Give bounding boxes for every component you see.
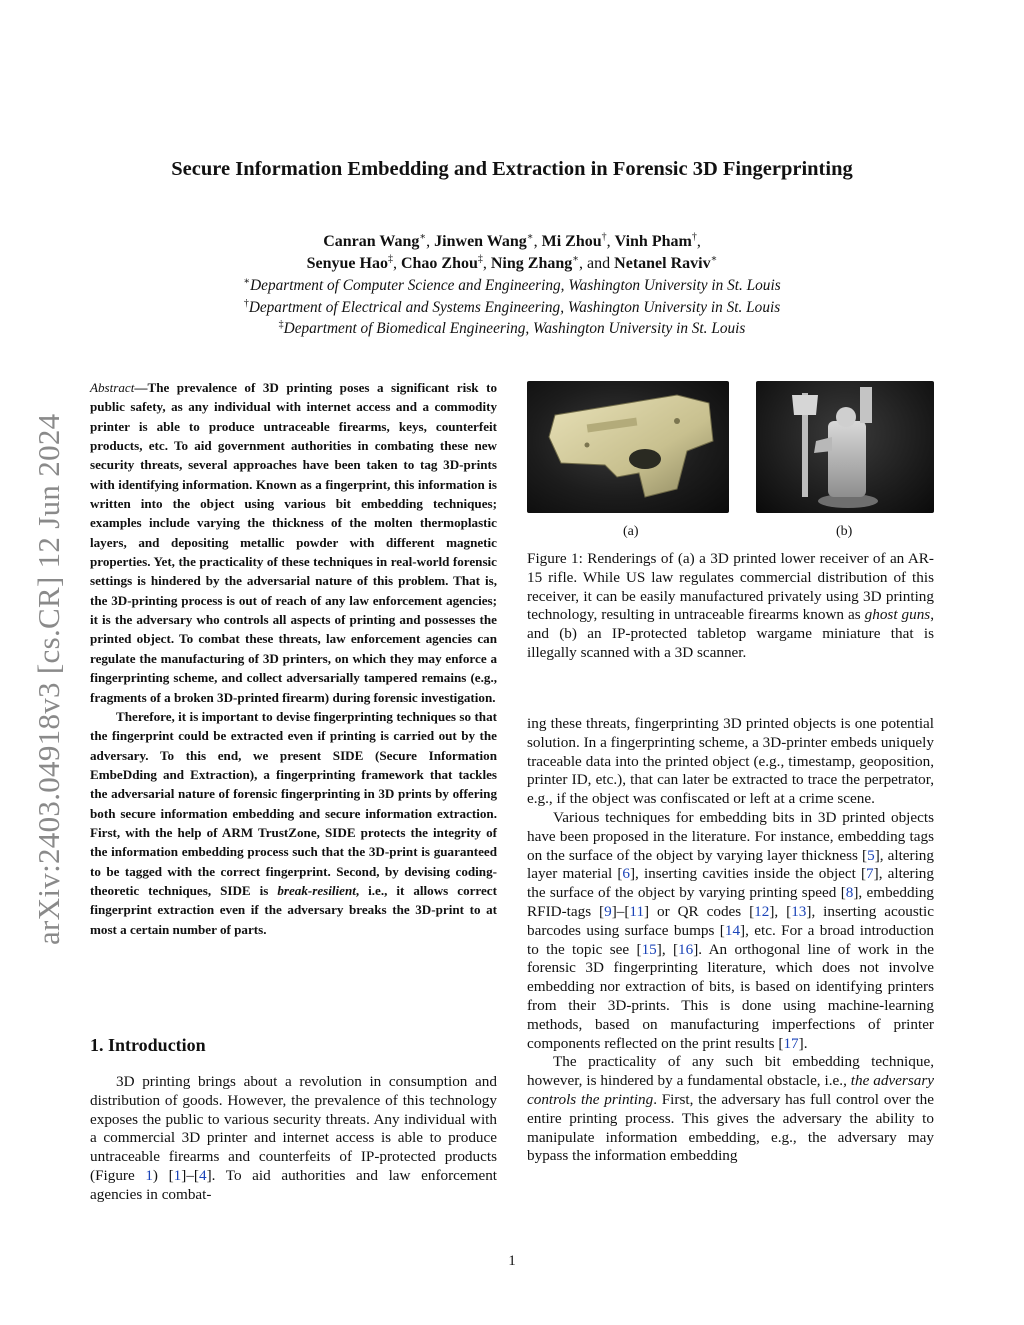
author-affiliation-mark: ∗ (572, 253, 580, 265)
right-emphasis: the adversary controls the printing (527, 1072, 934, 1108)
author-line-1: Canran Wang∗, Jinwen Wang∗, Mi Zhou†, Vinh Pham†, (323, 231, 701, 250)
author-list (0, 231, 1024, 274)
abstract-emphasis: break-resilient (277, 882, 356, 898)
citation-link[interactable]: 14 (724, 921, 741, 939)
citation-link[interactable]: 15 (641, 940, 657, 958)
right-paragraph-3 (527, 1053, 934, 1166)
arxiv-stamp: arXiv:2403.04918v3 [cs.CR] 12 Jun 2024 (31, 413, 66, 945)
author-affiliation-mark: † (691, 231, 697, 243)
citation-link[interactable]: 1 (173, 1166, 182, 1184)
right-paragraph-2: Various techniques for embedding bits in 3D printed objects have been proposed in the literature. For instance, embedding tags on the surface of the object by varying layer thickness [5], altering layer material [6], inserting cavities inside the object [7], altering the surface of the object by varying printing speed [8], embedding RFID-tags [9]–[11] or QR codes [12], [13], inserting acoustic barcodes using surface bumps [14], etc. For a broad introduction to the topic see [15], [16]. An orthogonal line of work in the forensic 3D fingerprinting literature, which does not involve embedding nor extraction of bits, is based on identifying printers from their 3D-prints. This is done using machine-learning methods, based on manufacturing imperfections of printer components reflected on the print results [17]. (527, 808, 935, 1052)
page-number: 1 (508, 1253, 516, 1269)
right-column (527, 378, 934, 686)
citation-link[interactable]: 16 (678, 940, 694, 958)
citation-link[interactable]: 8 (845, 884, 854, 902)
miniature-rendering (756, 381, 934, 513)
section-heading-introduction: 1. Introduction (90, 1035, 206, 1055)
receiver-rendering (527, 381, 729, 513)
abstract (90, 378, 497, 939)
author-line-2: Senyue Hao‡, Chao Zhou‡, Ning Zhang∗, and Netanel Raviv∗ (306, 253, 718, 272)
author-name: Chao Zhou (400, 254, 478, 272)
author-name: Jinwen Wang (434, 233, 527, 250)
citation-link[interactable]: 12 (754, 902, 770, 920)
author-affiliation-mark: ∗ (710, 253, 718, 265)
abstract-text-2a: Therefore, it is important to devise fingerprinting techniques so that the fingerprint could be extracted even if printing is carried out by the adversary. To this end, we present SIDE (Secure Information EmbeDding and Extraction), a fingerprinting framework that tackles the adversarial nature of forensic fingerprinting in 3D prints by offering both secure information embedding and secure information extraction. First, with the help of ARM TrustZone, SIDE protects the integrity of the information embedding process such that the 3D-print is guaranteed to be tagged with the correct fingerprint. Second, by devising coding-theoretic techniques, SIDE is (90, 708, 497, 898)
author-affiliation-mark: † (601, 231, 607, 243)
intro-text (90, 1073, 497, 1205)
intro-paragraph-1: 3D printing brings about a revolution in consumption and distribution of goods. However, the prevalence of this technology exposes the public to various security threats. Any individual with a commercial 3D printer and internet access is able to produce untraceable firearms and counterfeits of IP-protected products (Figure 1) [1]–[4]. To aid authorities and law enforcement agencies in combat- (90, 1073, 498, 1203)
figure-1a-label: (a) (623, 524, 639, 539)
figure-1a-image (527, 381, 729, 513)
author-affiliation-mark: ∗ (526, 231, 534, 243)
affiliation-line: ∗Department of Computer Science and Engineering, Washington University in St. Louis (243, 275, 781, 294)
abstract-text-2b: , i.e., it allows correct fingerprint extraction even if the adversary breaks the 3D-print to at most a certain number of parts. (90, 882, 497, 937)
affiliation-line: ‡Department of Biomedical Engineering, Washington University in St. Louis (278, 318, 746, 337)
abstract-lead: Abstract (90, 380, 135, 395)
citation-link[interactable]: 9 (604, 902, 612, 920)
author-name: Mi Zhou (541, 233, 602, 250)
citation-link[interactable]: 5 (867, 846, 875, 864)
figure-1b-label: (b) (836, 524, 853, 539)
author-name: Vinh Pham (614, 233, 692, 250)
author-name: Senyue Hao (306, 254, 388, 272)
abstract-paragraph-1 (90, 378, 497, 707)
citation-link[interactable]: 7 (866, 865, 874, 883)
figure-reference-link[interactable]: 1 (145, 1166, 153, 1184)
right-column-body (527, 715, 934, 1166)
author-affiliation-mark: ‡ (477, 253, 483, 265)
right-text-3a: The practicality of any such bit embedding technique, however, is hindered by a fundamental obstacle, i.e., (527, 1053, 934, 1090)
author-affiliation-mark: ‡ (387, 253, 393, 265)
author-name: Ning Zhang (490, 254, 573, 272)
affiliations (0, 275, 1024, 340)
caption-text-a: Figure 1: Renderings of (a) a 3D printed lower receiver of an AR-15 rifle. While US law regulates commercial distribution of this receiver, it can be easily manufactured privately using 3D printing technology, resulting in untraceable firearms known as (527, 550, 934, 624)
caption-text-b: , and (b) an IP-protected tabletop wargame miniature that is illegally scanned with a 3D scanner. (527, 606, 934, 661)
author-name: Canran Wang (323, 233, 420, 250)
left-column (90, 378, 497, 939)
author-affiliation-mark: ∗ (419, 231, 427, 243)
citation-link[interactable]: 13 (791, 902, 807, 920)
citation-link[interactable]: 17 (783, 1034, 799, 1052)
citation-link[interactable]: 11 (629, 902, 645, 920)
affiliation-line: †Department of Electrical and Systems Engineering, Washington University in St. Louis (243, 297, 781, 316)
author-name: Netanel Raviv (614, 254, 711, 272)
figure-1b-image (756, 381, 934, 513)
figure-1 (527, 378, 934, 686)
paper-title: Secure Information Embedding and Extraction in Forensic 3D Fingerprinting (171, 158, 853, 180)
abstract-paragraph-2 (90, 707, 497, 939)
citation-link[interactable]: 4 (198, 1166, 207, 1184)
citation-link[interactable]: 6 (622, 865, 630, 883)
right-paragraph-1: ing these threats, fingerprinting 3D printed objects is one potential solution. In a fingerprinting scheme, a 3D-printer embeds uniquely traceable data into the printed object (e.g., timestamp, geoposition, printer ID, etc.), that can later be extracted to trace the perpetrator, e.g., if the object was confiscated or left at a crime scene. (527, 715, 934, 808)
abstract-text-1: —The prevalence of 3D printing poses a significant risk to public safety, as any individual with internet access and a commodity printer is able to produce untraceable firearms, keys, counterfeit products, etc. To aid government authorities in combating these new security threats, several approaches have been taken to tag 3D-prints with identifying information. Known as a fingerprint, this information is written into the object using various bit embedding techniques; examples include varying the thickness of the molten thermoplastic layers, and depositing metallic powder with different magnetic properties. Yet, the practicality of these techniques in real-world forensic settings is hindered by the adversarial nature of this problem. That is, the 3D-printing process is out of reach of any law enforcement agencies; it is the adversary who controls all aspects of printing and possesses the printed object. To combat these threats, law enforcement agencies can regulate the manufacturing of 3D printers, on which they may enforce a fingerprinting scheme, and collect adversarially tampered remains (e.g., fragments of a broken 3D-printed firearm) during forensic investigation. (90, 380, 497, 705)
caption-emphasis: ghost guns (864, 606, 931, 624)
figure-1-caption (527, 550, 934, 663)
right-text-3b: . First, the adversary has full control over the entire printing process. This gives the adversary the ability to manipulate information embedding, e.g., the adversary may bypass the information embedding (527, 1090, 934, 1165)
